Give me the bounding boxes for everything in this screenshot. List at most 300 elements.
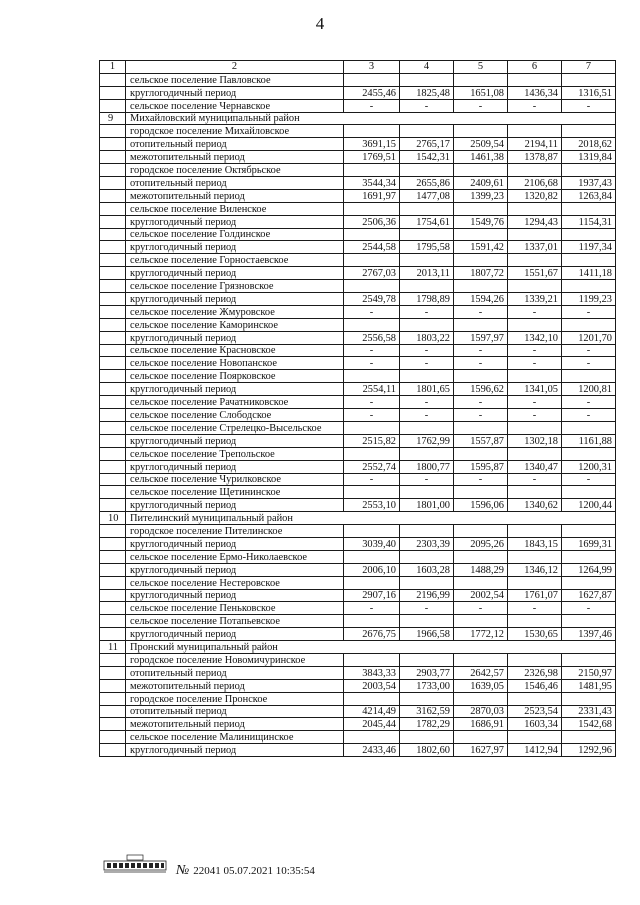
value-cell: - [454, 99, 508, 112]
value-cell: 1651,08 [454, 86, 508, 99]
value-cell: - [562, 396, 616, 409]
value-cell: - [562, 99, 616, 112]
value-cell [508, 486, 562, 499]
row-label: круглогодичный период [126, 744, 344, 757]
row-number [100, 177, 126, 190]
row-number [100, 473, 126, 486]
column-header: 1 [100, 61, 126, 74]
value-cell [562, 73, 616, 86]
value-cell: 2553,10 [344, 499, 400, 512]
value-cell: 2765,17 [400, 138, 454, 151]
value-cell [400, 525, 454, 538]
value-cell: 1772,12 [454, 628, 508, 641]
value-cell: - [508, 409, 562, 422]
value-cell: - [344, 473, 400, 486]
table-row [100, 254, 616, 267]
value-cell: 1603,34 [508, 718, 562, 731]
value-cell: - [562, 357, 616, 370]
value-cell [508, 447, 562, 460]
value-cell [400, 73, 454, 86]
table-row [100, 602, 616, 615]
table-row [100, 447, 616, 460]
value-cell [454, 576, 508, 589]
value-cell [454, 370, 508, 383]
value-cell [508, 421, 562, 434]
row-number [100, 679, 126, 692]
table-row [100, 189, 616, 202]
row-label: сельское поселение Рачатниковское [126, 396, 344, 409]
row-number [100, 189, 126, 202]
value-cell: 4214,49 [344, 705, 400, 718]
value-cell: 2903,77 [400, 666, 454, 679]
row-label: круглогодичный период [126, 589, 344, 602]
value-cell [400, 421, 454, 434]
row-label: межотопительный период [126, 718, 344, 731]
value-cell: 2549,78 [344, 293, 400, 306]
column-header: 4 [400, 61, 454, 74]
value-cell [562, 615, 616, 628]
value-cell: 1397,46 [562, 628, 616, 641]
value-cell [508, 280, 562, 293]
value-cell [562, 447, 616, 460]
table-row [100, 460, 616, 473]
value-cell [400, 731, 454, 744]
row-label: круглогодичный период [126, 434, 344, 447]
value-cell [454, 202, 508, 215]
row-number [100, 164, 126, 177]
table-row [100, 615, 616, 628]
row-number [100, 293, 126, 306]
value-cell [562, 576, 616, 589]
value-cell: 1488,29 [454, 563, 508, 576]
value-cell [344, 202, 400, 215]
district-row [100, 112, 616, 125]
value-cell [400, 615, 454, 628]
value-cell: 1549,76 [454, 215, 508, 228]
value-cell: - [562, 602, 616, 615]
value-cell [508, 125, 562, 138]
district-name: Пителинский муниципальный район [126, 512, 616, 525]
value-cell: - [344, 99, 400, 112]
value-cell [508, 692, 562, 705]
row-label: сельское поселение Трепольское [126, 447, 344, 460]
value-cell: - [508, 602, 562, 615]
value-cell: - [344, 409, 400, 422]
value-cell: 1603,28 [400, 563, 454, 576]
value-cell [562, 228, 616, 241]
value-cell: 2676,75 [344, 628, 400, 641]
row-number [100, 731, 126, 744]
value-cell: 3843,33 [344, 666, 400, 679]
row-number [100, 409, 126, 422]
document-stamp-icon [103, 853, 167, 873]
row-label: круглогодичный период [126, 215, 344, 228]
value-cell: 1762,99 [400, 434, 454, 447]
table-row [100, 357, 616, 370]
district-row [100, 641, 616, 654]
value-cell: 1411,18 [562, 267, 616, 280]
value-cell [562, 731, 616, 744]
value-cell: - [508, 396, 562, 409]
table-row [100, 550, 616, 563]
table-row [100, 744, 616, 757]
table-row [100, 421, 616, 434]
value-cell: 3691,15 [344, 138, 400, 151]
row-number [100, 576, 126, 589]
value-cell [400, 202, 454, 215]
value-cell: 1597,97 [454, 331, 508, 344]
row-label: сельское поселение Красновское [126, 344, 344, 357]
row-label: сельское поселение Пеньковское [126, 602, 344, 615]
row-number [100, 318, 126, 331]
value-cell: 1803,22 [400, 331, 454, 344]
row-number: 9 [100, 112, 126, 125]
value-cell: - [454, 473, 508, 486]
value-cell: 2642,57 [454, 666, 508, 679]
value-cell: 1699,31 [562, 537, 616, 550]
row-label: сельское поселение Голдинское [126, 228, 344, 241]
table-row [100, 370, 616, 383]
value-cell: 1200,81 [562, 383, 616, 396]
value-cell [344, 576, 400, 589]
row-label: круглогодичный период [126, 86, 344, 99]
row-number [100, 383, 126, 396]
value-cell [454, 254, 508, 267]
row-label: отопительный период [126, 705, 344, 718]
value-cell [562, 550, 616, 563]
document-registration-footer [176, 863, 315, 879]
value-cell: - [400, 602, 454, 615]
table-row [100, 86, 616, 99]
table-row [100, 434, 616, 447]
value-cell: 1200,44 [562, 499, 616, 512]
value-cell [344, 254, 400, 267]
table-row [100, 486, 616, 499]
value-cell [400, 692, 454, 705]
value-cell: 1302,18 [508, 434, 562, 447]
value-cell: 2331,43 [562, 705, 616, 718]
row-number [100, 666, 126, 679]
value-cell: - [454, 602, 508, 615]
row-number [100, 499, 126, 512]
value-cell [400, 653, 454, 666]
value-cell: - [454, 409, 508, 422]
value-cell: 2150,97 [562, 666, 616, 679]
value-cell: 1461,38 [454, 151, 508, 164]
value-cell: 1551,67 [508, 267, 562, 280]
table-row [100, 215, 616, 228]
value-cell [400, 164, 454, 177]
row-label: сельское поселение Чернавское [126, 99, 344, 112]
value-cell [562, 202, 616, 215]
value-cell: 2303,39 [400, 537, 454, 550]
value-cell: 1761,07 [508, 589, 562, 602]
table-row [100, 99, 616, 112]
value-cell: 1546,46 [508, 679, 562, 692]
row-number [100, 628, 126, 641]
value-cell [454, 447, 508, 460]
value-cell: 1798,89 [400, 293, 454, 306]
value-cell: 1436,34 [508, 86, 562, 99]
row-number [100, 486, 126, 499]
value-cell: 2006,10 [344, 563, 400, 576]
value-cell: 1320,82 [508, 189, 562, 202]
row-number [100, 537, 126, 550]
value-cell: 1596,06 [454, 499, 508, 512]
table-row [100, 228, 616, 241]
table-row [100, 267, 616, 280]
value-cell: 2515,82 [344, 434, 400, 447]
value-cell [344, 653, 400, 666]
value-cell [344, 125, 400, 138]
table-row [100, 151, 616, 164]
table-row [100, 409, 616, 422]
row-label: круглогодичный период [126, 628, 344, 641]
value-cell [508, 318, 562, 331]
value-cell [562, 421, 616, 434]
value-cell [454, 692, 508, 705]
value-cell [562, 254, 616, 267]
value-cell: 1686,91 [454, 718, 508, 731]
row-number [100, 589, 126, 602]
value-cell: - [400, 409, 454, 422]
row-label: круглогодичный период [126, 563, 344, 576]
value-cell: - [400, 344, 454, 357]
value-cell [454, 73, 508, 86]
row-number [100, 228, 126, 241]
row-number [100, 125, 126, 138]
value-cell [344, 370, 400, 383]
row-label: городское поселение Новомичуринское [126, 653, 344, 666]
value-cell: 1966,58 [400, 628, 454, 641]
value-cell: 1795,58 [400, 241, 454, 254]
value-cell: - [562, 473, 616, 486]
value-cell [508, 615, 562, 628]
value-cell: 2509,54 [454, 138, 508, 151]
value-cell: 1591,42 [454, 241, 508, 254]
row-label: сельское поселение Виленское [126, 202, 344, 215]
value-cell: 1337,01 [508, 241, 562, 254]
value-cell [400, 254, 454, 267]
table-row [100, 718, 616, 731]
value-cell: - [344, 344, 400, 357]
value-cell: 1627,87 [562, 589, 616, 602]
row-number [100, 460, 126, 473]
value-cell [400, 370, 454, 383]
value-cell [400, 576, 454, 589]
table-row [100, 589, 616, 602]
table-row [100, 499, 616, 512]
page-number: 4 [315, 14, 325, 33]
value-cell: 2106,68 [508, 177, 562, 190]
value-cell [562, 486, 616, 499]
row-number [100, 305, 126, 318]
value-cell: 2326,98 [508, 666, 562, 679]
row-number [100, 344, 126, 357]
value-cell [344, 164, 400, 177]
value-cell [454, 615, 508, 628]
value-cell: 3039,40 [344, 537, 400, 550]
table-row [100, 628, 616, 641]
value-cell: 1542,31 [400, 151, 454, 164]
column-header: 3 [344, 61, 400, 74]
value-cell: - [508, 344, 562, 357]
row-number [100, 138, 126, 151]
table-row [100, 705, 616, 718]
row-label: отопительный период [126, 138, 344, 151]
value-cell: - [454, 344, 508, 357]
value-cell [508, 576, 562, 589]
value-cell: - [400, 396, 454, 409]
value-cell [400, 125, 454, 138]
value-cell: 2552,74 [344, 460, 400, 473]
value-cell: 2196,99 [400, 589, 454, 602]
value-cell: - [454, 357, 508, 370]
table-row [100, 383, 616, 396]
value-cell: - [562, 344, 616, 357]
row-number [100, 692, 126, 705]
table-row [100, 241, 616, 254]
value-cell [400, 550, 454, 563]
value-cell [344, 486, 400, 499]
value-cell [400, 447, 454, 460]
value-cell: 2455,46 [344, 86, 400, 99]
value-cell [562, 280, 616, 293]
row-label: круглогодичный период [126, 241, 344, 254]
value-cell: 1161,88 [562, 434, 616, 447]
value-cell: 1399,23 [454, 189, 508, 202]
row-label: межотопительный период [126, 189, 344, 202]
value-cell: - [344, 305, 400, 318]
value-cell [454, 731, 508, 744]
row-number [100, 241, 126, 254]
value-cell: 2870,03 [454, 705, 508, 718]
row-label: сельское поселение Горностаевское [126, 254, 344, 267]
row-label: отопительный период [126, 666, 344, 679]
table-row [100, 396, 616, 409]
table-row [100, 576, 616, 589]
table-row [100, 202, 616, 215]
table-row [100, 293, 616, 306]
row-number [100, 331, 126, 344]
value-cell [400, 318, 454, 331]
value-cell: - [508, 305, 562, 318]
value-cell [562, 653, 616, 666]
row-label: круглогодичный период [126, 383, 344, 396]
value-cell: 1264,99 [562, 563, 616, 576]
row-label: круглогодичный период [126, 537, 344, 550]
row-label: межотопительный период [126, 151, 344, 164]
value-cell [508, 653, 562, 666]
value-cell [454, 525, 508, 538]
table-row [100, 731, 616, 744]
value-cell [344, 73, 400, 86]
value-cell: 2194,11 [508, 138, 562, 151]
row-label: городское поселение Михайловское [126, 125, 344, 138]
value-cell: 3544,34 [344, 177, 400, 190]
value-cell: 1802,60 [400, 744, 454, 757]
value-cell: - [454, 305, 508, 318]
value-cell: 1294,43 [508, 215, 562, 228]
value-cell: 1801,65 [400, 383, 454, 396]
table-row [100, 473, 616, 486]
row-label: круглогодичный период [126, 267, 344, 280]
value-cell [562, 318, 616, 331]
row-number [100, 550, 126, 563]
row-label: сельское поселение Поярковское [126, 370, 344, 383]
table-row [100, 305, 616, 318]
value-cell [562, 692, 616, 705]
value-cell: - [344, 602, 400, 615]
value-cell: - [344, 396, 400, 409]
value-cell [344, 228, 400, 241]
value-cell: - [454, 396, 508, 409]
value-cell [508, 550, 562, 563]
value-cell [454, 164, 508, 177]
row-label: городское поселение Октябрьское [126, 164, 344, 177]
table-row [100, 331, 616, 344]
table-row [100, 177, 616, 190]
value-cell: 1733,00 [400, 679, 454, 692]
value-cell: 2095,26 [454, 537, 508, 550]
value-cell: 1800,77 [400, 460, 454, 473]
value-cell [508, 164, 562, 177]
value-cell [400, 486, 454, 499]
value-cell: 2523,54 [508, 705, 562, 718]
value-cell: - [508, 473, 562, 486]
row-number [100, 602, 126, 615]
value-cell [454, 653, 508, 666]
value-cell: 1477,08 [400, 189, 454, 202]
value-cell: 2045,44 [344, 718, 400, 731]
row-label: круглогодичный период [126, 331, 344, 344]
value-cell: 1843,15 [508, 537, 562, 550]
row-number [100, 86, 126, 99]
table-row [100, 666, 616, 679]
value-cell: - [400, 99, 454, 112]
value-cell: 1200,31 [562, 460, 616, 473]
value-cell: 1378,87 [508, 151, 562, 164]
value-cell: 1754,61 [400, 215, 454, 228]
value-cell: 1201,70 [562, 331, 616, 344]
table-row [100, 692, 616, 705]
value-cell: - [400, 305, 454, 318]
row-label: сельское поселение Малинищинское [126, 731, 344, 744]
value-cell: 1595,87 [454, 460, 508, 473]
row-number [100, 447, 126, 460]
row-number [100, 653, 126, 666]
value-cell [344, 318, 400, 331]
value-cell: 1557,87 [454, 434, 508, 447]
row-label: сельское поселение Стрелецко-Высельское [126, 421, 344, 434]
row-number [100, 705, 126, 718]
value-cell: 1341,05 [508, 383, 562, 396]
row-number [100, 357, 126, 370]
value-cell: 1801,00 [400, 499, 454, 512]
table-row [100, 537, 616, 550]
value-cell: 3162,59 [400, 705, 454, 718]
value-cell: 1340,47 [508, 460, 562, 473]
value-cell: 1769,51 [344, 151, 400, 164]
value-cell [344, 525, 400, 538]
district-name: Михайловский муниципальный район [126, 112, 616, 125]
value-cell: 1594,26 [454, 293, 508, 306]
row-label: сельское поселение Павловское [126, 73, 344, 86]
table-row [100, 125, 616, 138]
table-row [100, 525, 616, 538]
value-cell [454, 280, 508, 293]
value-cell: 2655,86 [400, 177, 454, 190]
